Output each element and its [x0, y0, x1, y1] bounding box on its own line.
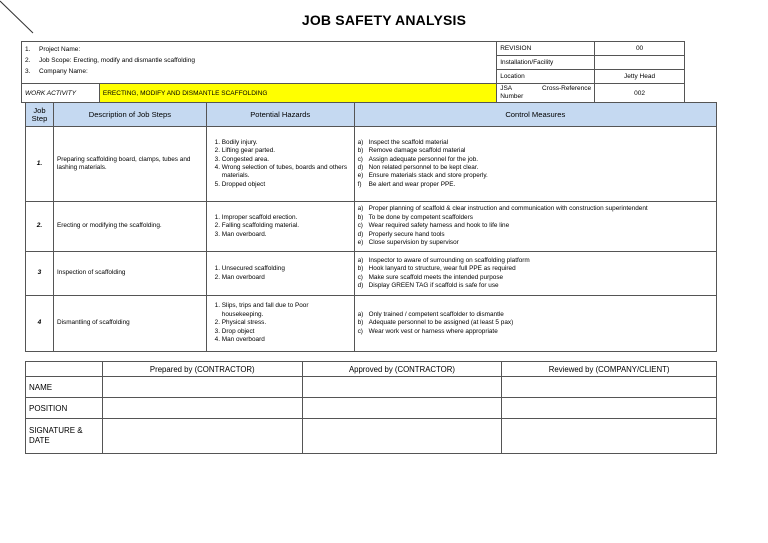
control-measure-item — [358, 311, 713, 319]
signoff-label-position: POSITION — [26, 398, 103, 419]
control-measure-text: Be alert and wear proper PPE. — [368, 180, 456, 188]
project-header-table — [21, 41, 685, 103]
control-measure-item — [358, 156, 713, 164]
jsa-reference-label — [497, 84, 595, 103]
page-title: JOB SAFETY ANALYSIS — [301, 12, 467, 28]
location-value: Jetty Head — [595, 70, 685, 84]
project-info-cell — [22, 42, 497, 84]
control-measure-text: Properly secure hand tools — [368, 230, 445, 238]
jsa-table-body — [26, 127, 717, 352]
control-measure-item — [358, 181, 713, 189]
control-measure-text: Hook lanyard to structure, wear full PPE as required — [368, 265, 516, 273]
control-measure-text: Only trained / competent scaffolder to dismantle — [368, 310, 504, 318]
control-measure-letter: a) — [357, 256, 364, 264]
jsa-row — [26, 252, 717, 296]
hazard-item: 5. Dropped object — [222, 181, 351, 189]
control-measure-text: Inspector to aware of surrounding on scaffolding platform — [368, 256, 530, 264]
job-step-number: 1. — [26, 127, 54, 202]
control-measure-text: Remove damage scaffold material — [368, 147, 466, 155]
job-step-description: Inspection of scaffolding — [53, 252, 206, 296]
job-step-description: Erecting or modifying the scaffolding. — [53, 202, 206, 252]
control-measure-item — [358, 139, 713, 147]
col-header-step: Job Step — [26, 103, 54, 127]
control-measure-letter: d) — [357, 230, 364, 238]
control-measure-item — [358, 214, 713, 222]
hazards-list — [210, 214, 351, 239]
potential-hazards-cell — [206, 127, 354, 202]
control-measures-cell — [354, 202, 716, 252]
hazard-item: 2. Man overboard — [222, 274, 351, 282]
signoff-table — [25, 361, 717, 454]
control-measures-cell — [354, 252, 716, 296]
control-measure-text: Ensure materials stack and store properly. — [368, 172, 488, 180]
hazard-item: 2. Falling scaffolding material. — [222, 222, 351, 230]
hazard-item: 2. Lifting gear parted. — [222, 147, 351, 155]
installation-value — [595, 56, 685, 70]
signoff-name-reviewed[interactable] — [502, 377, 717, 398]
hazard-item: 1. Bodily injury. — [222, 139, 351, 147]
control-measure-text: Wear work vest or harness where appropriate — [368, 327, 498, 335]
signoff-header-blank — [26, 362, 103, 377]
signoff-signature-prepared[interactable] — [102, 419, 302, 454]
signoff-header-prepared: Prepared by (CONTRACTOR) — [102, 362, 302, 377]
control-measure-letter: c) — [357, 327, 363, 335]
control-measure-letter: a) — [357, 138, 364, 146]
signoff-position-reviewed[interactable] — [502, 398, 717, 419]
col-header-hazards: Potential Hazards — [206, 103, 354, 127]
control-measure-item — [358, 282, 713, 290]
jsa-label: JSA — [500, 85, 513, 92]
job-step-description: Preparing scaffolding board, clamps, tubes and lashing materials. — [53, 127, 206, 202]
potential-hazards-cell — [206, 252, 354, 296]
control-measure-text: Inspect the scaffold material — [368, 138, 449, 146]
hazard-item: 3. Congested area. — [222, 156, 351, 164]
work-activity-value: ERECTING, MODIFY AND DISMANTLE SCAFFOLDING — [99, 84, 496, 103]
control-measure-text: Make sure scaffold meets the intended purpose — [368, 273, 504, 281]
col-header-controls: Control Measures — [354, 103, 716, 127]
revision-label: REVISION — [497, 42, 595, 56]
control-measure-item — [358, 239, 713, 247]
hazard-item: 2. Physical stress. — [222, 319, 351, 327]
project-name-line: 1. Project Name: — [25, 46, 81, 53]
signoff-name-prepared[interactable] — [102, 377, 302, 398]
signoff-position-approved[interactable] — [302, 398, 502, 419]
control-measure-item — [358, 147, 713, 155]
hazards-list — [210, 139, 351, 189]
jsa-row — [26, 127, 717, 202]
signoff-position-prepared[interactable] — [102, 398, 302, 419]
control-measure-letter: b) — [357, 147, 364, 155]
hazard-item: 3. Man overboard. — [222, 231, 351, 239]
control-measure-item — [358, 231, 713, 239]
jsa-row — [26, 296, 717, 352]
signoff-name-approved[interactable] — [302, 377, 502, 398]
control-measures-cell — [354, 127, 716, 202]
col-header-description: Description of Job Steps — [53, 103, 206, 127]
revision-value: 00 — [595, 42, 685, 56]
hazard-item: 4. Wrong selection of tubes, boards and others materials. — [222, 164, 351, 181]
control-measure-letter: a) — [357, 205, 364, 213]
control-measure-item — [358, 172, 713, 180]
control-measure-text: Non related personnel to be kept clear. — [368, 164, 479, 171]
potential-hazards-cell — [206, 296, 354, 352]
control-measure-letter: c) — [357, 155, 363, 163]
control-measure-letter: e) — [357, 239, 364, 247]
hazard-item: 3. Drop object — [222, 328, 351, 336]
hazard-item: 4. Man overboard — [222, 336, 351, 344]
job-step-number: 4 — [26, 296, 54, 352]
cross-reference-label: Cross-Reference — [541, 85, 592, 92]
control-measure-item — [358, 328, 713, 336]
hazards-list — [210, 302, 351, 344]
control-measure-item — [358, 257, 713, 265]
potential-hazards-cell — [206, 202, 354, 252]
hazard-item: 1. Slips, trips and fall due to Poor housekeeping. — [222, 302, 351, 319]
control-measure-text: To be done by competent scaffolders — [368, 213, 473, 221]
control-measure-item — [358, 222, 713, 230]
control-measure-letter: b) — [357, 265, 364, 273]
control-measure-letter: a) — [357, 310, 364, 318]
job-step-description: Dismantling of scaffolding — [53, 296, 206, 352]
control-measure-text: Close supervision by supervisor — [368, 239, 459, 247]
control-measure-letter: d) — [357, 164, 364, 171]
work-activity-label: WORK ACTIVITY — [22, 84, 100, 103]
signoff-label-name: NAME — [26, 377, 103, 398]
company-name-line: 3. Company Name: — [25, 68, 88, 75]
control-measure-letter: d) — [357, 281, 364, 289]
location-label: Location — [497, 70, 595, 84]
control-measure-letter: b) — [357, 213, 364, 221]
jsa-table — [25, 102, 717, 352]
control-measure-item — [358, 265, 713, 273]
control-measure-item — [358, 319, 713, 327]
signoff-header-reviewed: Reviewed by (COMPANY/CLIENT) — [502, 362, 717, 377]
installation-label: Installation/Facility — [497, 56, 595, 70]
jsa-value: 002 — [595, 84, 685, 103]
control-measure-text: Adequate personnel to be assigned (at least 5 pax) — [368, 319, 514, 327]
job-step-number: 2. — [26, 202, 54, 252]
hazard-item: 1. Unsecured scaffolding — [222, 265, 351, 273]
number-label: Number — [500, 93, 524, 100]
control-measures-cell — [354, 296, 716, 352]
control-measure-letter: f) — [357, 180, 362, 188]
control-measure-text: Wear required safety harness and hook to life line — [368, 222, 510, 230]
signoff-signature-reviewed[interactable] — [502, 419, 717, 454]
jsa-row — [26, 202, 717, 252]
control-measure-text: Assign adequate personnel for the job. — [368, 155, 479, 163]
control-measure-letter: e) — [357, 172, 364, 180]
signoff-signature-approved[interactable] — [302, 419, 502, 454]
control-measure-item — [358, 164, 713, 172]
signoff-label-signature: SIGNATURE & DATE — [26, 419, 103, 454]
hazard-item: 1. Improper scaffold erection. — [222, 214, 351, 222]
control-measure-text: Proper planning of scaffold & clear instruction and communication with construction superintendent — [368, 205, 648, 213]
signoff-header-approved: Approved by (CONTRACTOR) — [302, 362, 502, 377]
control-measure-item — [358, 205, 713, 213]
control-measure-text: Display GREEN TAG if scaffold is safe for use — [368, 281, 499, 289]
control-measure-letter: c) — [357, 273, 363, 281]
hazards-list — [210, 265, 351, 282]
job-scope-line: 2. Job Scope: Erecting, modify and dismantle scaffolding — [25, 57, 195, 64]
control-measure-item — [358, 274, 713, 282]
control-measure-letter: c) — [357, 222, 363, 230]
control-measure-letter: b) — [357, 319, 364, 327]
job-step-number: 3 — [26, 252, 54, 296]
